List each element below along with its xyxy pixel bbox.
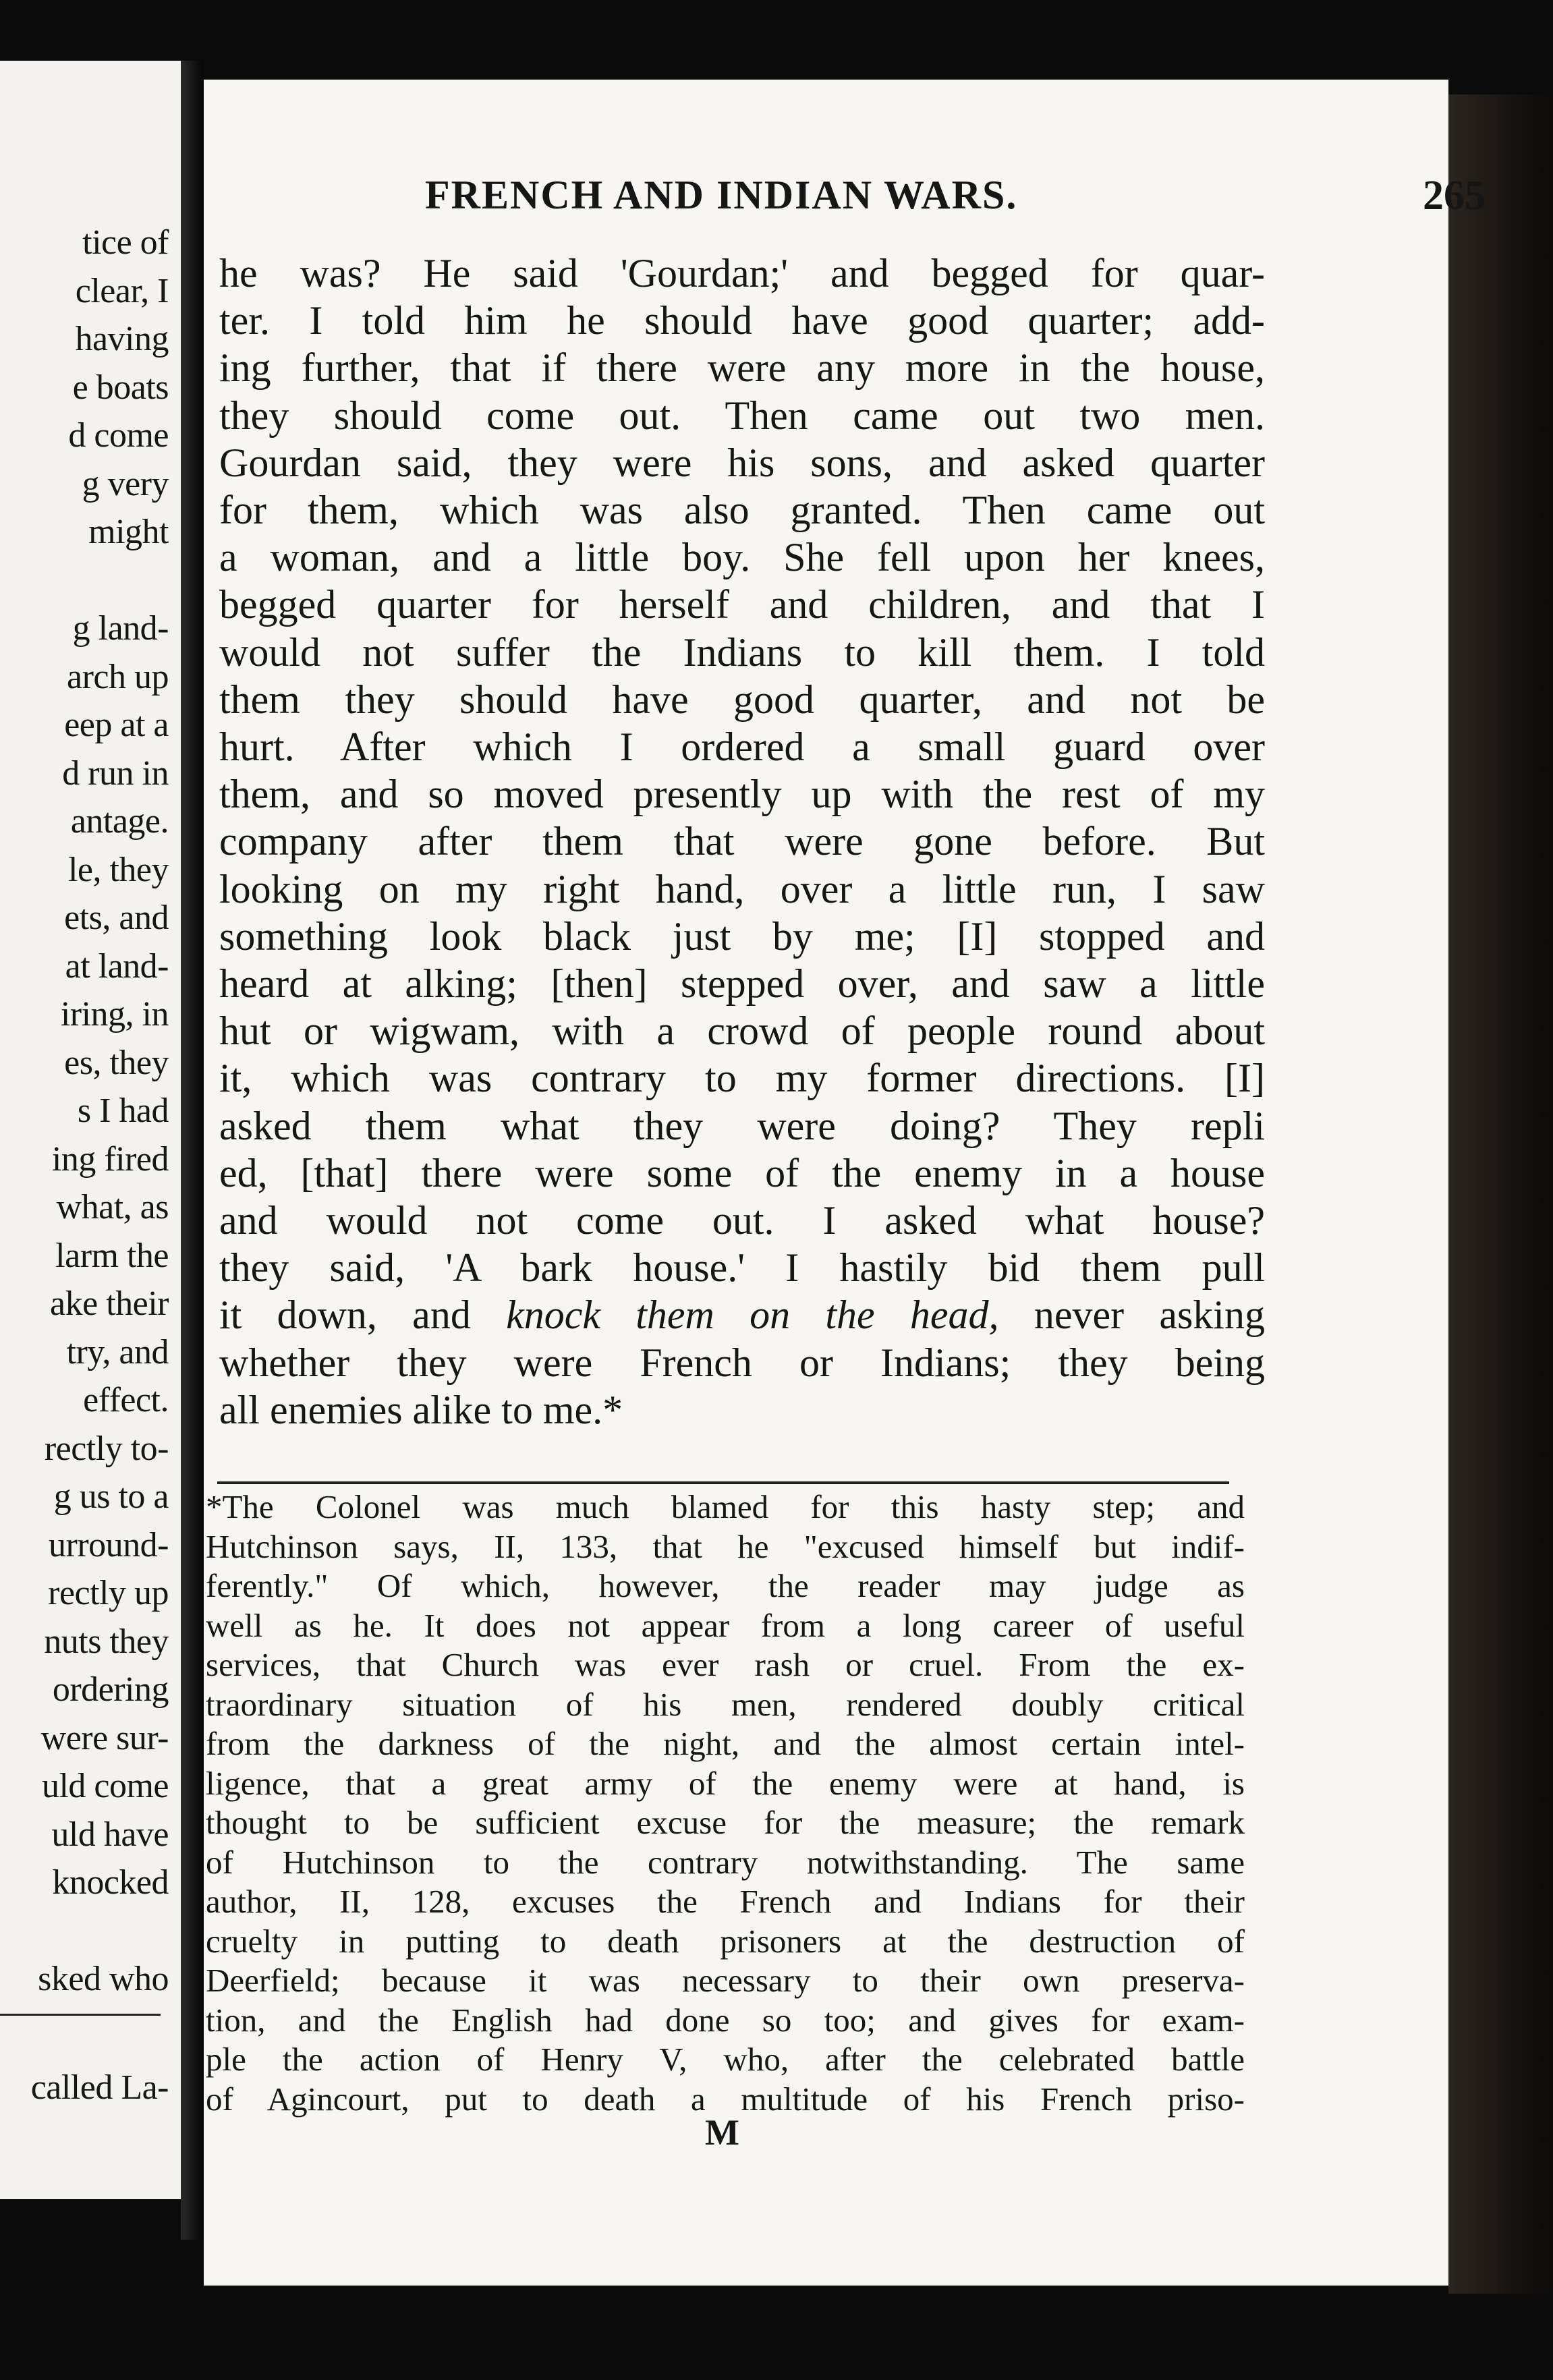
left-page-fragment: iring, in (60, 995, 169, 1033)
left-page-fragment: d run in (62, 754, 169, 793)
body-line: and would not come out. I asked what house? (219, 1198, 1265, 1243)
left-page-fragment: es, they (64, 1043, 169, 1082)
footnote-line: tion, and the English had done so too; and gives for exam- (206, 2001, 1245, 2039)
body-line: all enemies alike to me.* (219, 1387, 623, 1432)
body-line: he was? He said 'Gourdan;' and begged for quar- (219, 251, 1265, 295)
footnote-rule (217, 1481, 1229, 1484)
left-page-fragment: eep at a (64, 706, 169, 744)
footnote-line: Deerfield; because it was necessary to their own preserva- (206, 1962, 1245, 1999)
left-footnote-rule (0, 2014, 161, 2016)
left-page-fragment: having (75, 320, 169, 358)
body-line: begged quarter for herself and children, and that I (219, 582, 1265, 627)
left-page-fragment: uld come (41, 1767, 169, 1805)
left-page-fragment: larm the (55, 1236, 169, 1275)
footnote-line: Hutchinson says, II, 133, that he "excused himself but indif- (206, 1527, 1245, 1565)
body-line: ed, [that] there were some of the enemy in a house (219, 1150, 1265, 1195)
left-page-fragment: g very (82, 464, 169, 503)
left-footnote-fragment: called La- (30, 2068, 169, 2107)
body-line: ter. I told him he should have good quarter; add- (219, 298, 1265, 343)
body-line: something look black just by me; [I] stopped and (219, 913, 1265, 959)
running-header (425, 172, 1486, 226)
body-line: they should come out. Then came out two men. (219, 393, 1265, 438)
footnote-line: ferently." Of which, however, the reader may judge as (206, 1567, 1245, 1604)
body-line: ing further, that if there were any more in the house, (219, 345, 1265, 391)
footnote-line: traordinary situation of his men, rendered doubly critical (206, 1685, 1245, 1723)
running-header-title: FRENCH AND INDIAN WARS. (425, 173, 1018, 217)
footnote-line: well as he. It does not appear from a long career of useful (206, 1606, 1245, 1644)
left-page-fragment: uld have (51, 1815, 169, 1854)
left-page-fragment: arch up (67, 657, 169, 696)
body-line: it down, and knock them on the head, never asking (219, 1293, 1265, 1338)
left-page-fragment: rectly to- (44, 1429, 169, 1468)
body-line: hurt. After which I ordered a small guard over (219, 725, 1265, 769)
footnote-line: thought to be sufficient excuse for the measure; the remark (206, 1804, 1245, 1841)
left-page-fragment: ordering (52, 1670, 169, 1709)
left-page-fragment: tice of (82, 223, 169, 262)
left-page-fragment: s I had (77, 1092, 169, 1130)
footnote-line: cruelty in putting to death prisoners at the destruction of (206, 1922, 1245, 1960)
left-page-fragment: might (88, 513, 169, 551)
left-page-fragment: rectly up (48, 1574, 169, 1612)
body-line: it, which was contrary to my former directions. [I] (219, 1056, 1265, 1101)
left-page-fragment: le, they (67, 850, 169, 889)
footnote-line: ligence, that a great army of the enemy were at hand, is (206, 1764, 1245, 1802)
body-line: asked them what they were doing? They repli (219, 1103, 1265, 1148)
footnote-line: services, that Church was ever rash or cruel. From the ex- (206, 1646, 1245, 1683)
body-line: they said, 'A bark house.' I hastily bid them pull (219, 1245, 1265, 1291)
italic-emphasis: knock them on the head, (506, 1293, 999, 1338)
body-line: them they should have good quarter, and not be (219, 677, 1265, 722)
left-page-fragment: antage. (70, 802, 169, 841)
body-line: would not suffer the Indians to kill them. I told (219, 629, 1265, 675)
body-line: them, and so moved presently up with the rest of my (219, 772, 1265, 817)
book-gutter (181, 61, 204, 2240)
footnote-line: ple the action of Henry V, who, after the celebrated battle (206, 2041, 1245, 2078)
page-edge-shadow (1448, 94, 1553, 2294)
footnote-line: of Agincourt, put to death a multitude of his French priso- (206, 2080, 1245, 2118)
left-page-fragment: what, as (56, 1188, 169, 1226)
body-line: heard at alking; [then] stepped over, and saw a little (219, 961, 1265, 1006)
left-page-fragment: sked who (38, 1960, 169, 1998)
left-page-fragment: ing fired (51, 1139, 169, 1179)
left-page-fragment: urround- (49, 1525, 169, 1564)
left-page-fragment: were sur- (40, 1718, 169, 1757)
left-page-fragment: g us to a (53, 1477, 169, 1516)
left-page-fragment: at land- (65, 946, 169, 986)
left-page-fragment: g land- (72, 609, 169, 648)
body-line: company after them that were gone before. But (219, 819, 1265, 864)
left-page-edge (0, 61, 181, 2199)
footnote-line: from the darkness of the night, and the almost certain intel- (206, 1725, 1245, 1762)
left-page-fragment: clear, I (75, 271, 169, 310)
left-page-fragment: ake their (50, 1284, 169, 1323)
left-page-fragment: knocked (52, 1863, 169, 1902)
body-line: looking on my right hand, over a little run, I saw (219, 866, 1265, 911)
page-number: 265 (1423, 173, 1486, 219)
body-line: hut or wigwam, with a crowd of people round about (219, 1009, 1265, 1054)
left-page-fragment: d come (68, 416, 169, 455)
signature-mark: M (705, 2112, 739, 2153)
body-line: a woman, and a little boy. She fell upon her knees, (219, 535, 1265, 580)
footnote-line: of Hutchinson to the contrary notwithstanding. The same (206, 1843, 1245, 1881)
left-page-fragment: ets, and (64, 899, 169, 937)
body-line: whether they were French or Indians; they being (219, 1340, 1265, 1385)
footnote-line: author, II, 128, excuses the French and Indians for their (206, 1883, 1245, 1920)
body-line: Gourdan said, they were his sons, and asked quarter (219, 440, 1265, 485)
left-page-fragment: e boats (72, 368, 169, 407)
left-page-fragment: nuts they (44, 1622, 169, 1661)
body-line: for them, which was also granted. Then came out (219, 488, 1265, 532)
left-page-fragment: effect. (83, 1381, 169, 1419)
footnote-line: *The Colonel was much blamed for this hasty step; and (206, 1488, 1245, 1525)
left-page-fragment: try, and (66, 1332, 169, 1371)
